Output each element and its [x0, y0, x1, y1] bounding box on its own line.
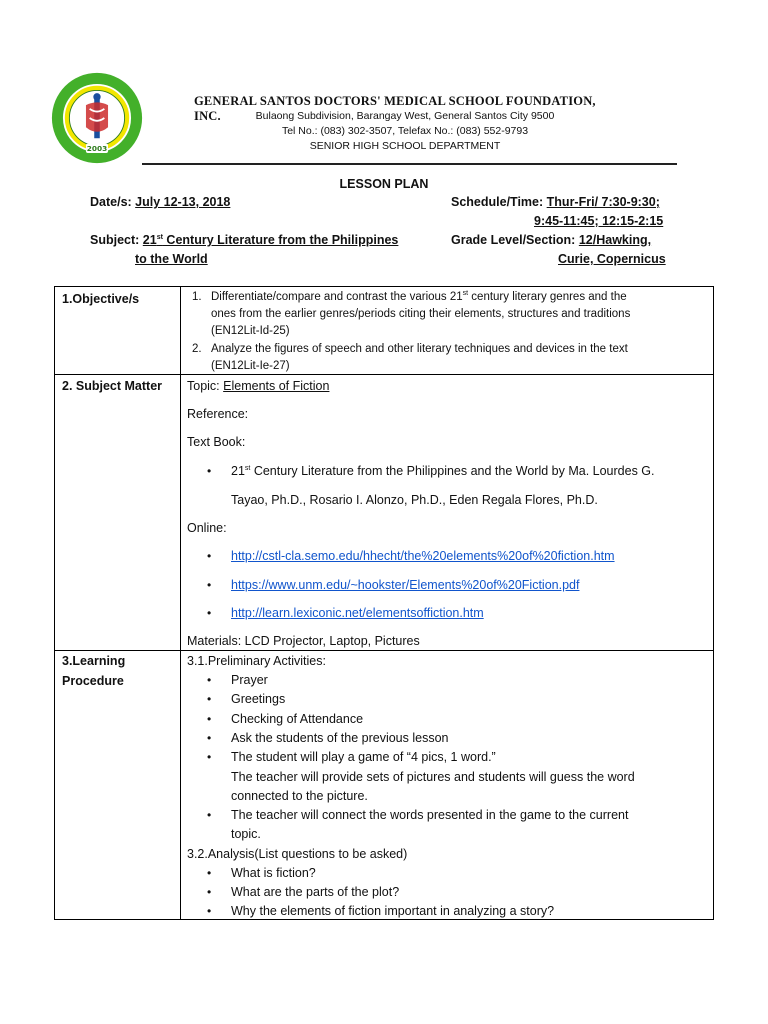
- book-citation-line1: [231, 462, 655, 481]
- date-field: [90, 195, 230, 209]
- book-sup: st: [244, 464, 251, 472]
- objective-item-2: [192, 341, 706, 375]
- subject-sup: st: [156, 233, 163, 241]
- grade-label: Grade Level/Section:: [451, 233, 576, 247]
- analysis-heading: 3.2.Analysis(List questions to be asked): [187, 847, 408, 861]
- objective-text: Analyze the figures of speech and other literary techniques and devices in the text: [211, 343, 628, 355]
- activity-item: The student will play a game of “4 pics, 1 word.”: [231, 750, 496, 764]
- grade-value-1: 12/Hawking,: [578, 233, 652, 247]
- schedule-label: Schedule/Time:: [451, 195, 544, 209]
- activity-detail: connected to the picture.: [231, 789, 368, 803]
- bullet: •: [207, 808, 212, 822]
- bullet: •: [207, 464, 212, 478]
- bullet: •: [207, 904, 212, 918]
- topic-label: Topic:: [187, 379, 224, 393]
- bullet: •: [207, 692, 212, 706]
- school-department: SENIOR HIGH SCHOOL DEPARTMENT: [309, 140, 501, 152]
- book-num: 21: [231, 464, 245, 478]
- grade-value-2: Curie, Copernicus: [558, 252, 666, 266]
- subject-field: [90, 233, 398, 247]
- bullet: •: [207, 712, 212, 726]
- objective-text: ones from the earlier genres/periods citing their elements, structures and traditions: [211, 308, 631, 320]
- subject-rest: Century Literature from the Philippines: [162, 233, 399, 247]
- objective-sup: st: [462, 290, 469, 298]
- schedule-field: [451, 195, 660, 209]
- row-label-subject-matter: 2. Subject Matter: [62, 379, 163, 393]
- bullet: •: [207, 549, 212, 563]
- book-text: Century Literature from the Philippines and the World by Ma. Lourdes G.: [250, 464, 655, 478]
- date-value: July 12-13, 2018: [135, 195, 231, 209]
- bullet: •: [207, 731, 212, 745]
- grade-field: [451, 233, 651, 247]
- reference-link-2[interactable]: https://www.unm.edu/~hookster/Elements%20of%20Fiction.pdf: [231, 578, 580, 592]
- reference-link-3[interactable]: http://learn.lexiconic.net/elementsoffiction.htm: [231, 606, 484, 620]
- materials-line: Materials: LCD Projector, Laptop, Pictures: [187, 634, 420, 648]
- activity-detail: The teacher will connect the words presented in the game to the current: [231, 808, 629, 822]
- topic-value: Elements of Fiction: [223, 379, 330, 393]
- subject-line2-wrap: [135, 252, 208, 266]
- header-divider: [142, 163, 677, 165]
- topic-line: [187, 377, 329, 396]
- reference-label: Reference:: [187, 407, 249, 421]
- reference-link-1[interactable]: http://cstl-cla.semo.edu/hhecht/the%20elements%20of%20fiction.htm: [231, 549, 615, 563]
- row-label-procedure: Procedure: [62, 674, 124, 688]
- date-label: Date/s:: [90, 195, 132, 209]
- book-citation-line2: Tayao, Ph.D., Rosario I. Alonzo, Ph.D., Eden Regala Flores, Ph.D.: [231, 493, 598, 507]
- bullet: •: [207, 866, 212, 880]
- bullet: •: [207, 750, 212, 764]
- row-label-objectives: 1.Objective/s: [62, 292, 140, 306]
- bullet: •: [207, 578, 212, 592]
- grade-value-2-line: [558, 252, 666, 266]
- activity-item: Prayer: [231, 673, 268, 687]
- bullet: •: [207, 885, 212, 899]
- school-name: GENERAL SANTOS DOCTORS' MEDICAL SCHOOL FOUNDATION, INC.: [194, 94, 596, 123]
- objective-code: (EN12Lit-Id-25): [211, 325, 290, 337]
- school-seal-logo: [51, 72, 143, 164]
- school-contact: Tel No.: (083) 302-3507, Telefax No.: (083) 552-9793: [281, 125, 529, 137]
- preliminary-heading: 3.1.Preliminary Activities:: [187, 654, 326, 668]
- objective-code: (EN12Lit-Ie-27): [211, 360, 290, 372]
- textbook-label: Text Book:: [187, 435, 246, 449]
- activity-detail: topic.: [231, 827, 261, 841]
- page-title: LESSON PLAN: [339, 177, 429, 191]
- bullet: •: [207, 606, 212, 620]
- schedule-value-1: Thur-Fri/ 7:30-9:30;: [546, 195, 660, 209]
- subject-num: 21: [142, 233, 157, 247]
- schedule-value-2: 9:45-11:45; 12:15-2:15: [534, 214, 664, 228]
- subject-label: Subject:: [90, 233, 140, 247]
- objective-text: Differentiate/compare and contrast the various 21: [211, 291, 463, 303]
- subject-line2: to the World: [135, 252, 208, 266]
- table-column-divider: [180, 286, 181, 920]
- activity-item: Checking of Attendance: [231, 712, 364, 726]
- online-label: Online:: [187, 521, 227, 535]
- activity-item: Ask the students of the previous lesson: [231, 731, 449, 745]
- analysis-question: Why the elements of fiction important in analyzing a story?: [231, 904, 555, 918]
- schedule-value-2-line: [534, 214, 663, 228]
- objective-item-1: [192, 289, 706, 340]
- bullet: •: [207, 673, 212, 687]
- objective-number: 2.: [192, 343, 202, 355]
- objective-number: 1.: [192, 291, 202, 303]
- analysis-question: What are the parts of the plot?: [231, 885, 400, 899]
- seal-year: 2003: [86, 144, 108, 154]
- row-label-learning: 3.Learning: [62, 654, 126, 668]
- objective-text: century literary genres and the: [468, 291, 627, 303]
- school-address: Bulaong Subdivision, Barangay West, General Santos City 9500: [255, 110, 555, 122]
- activity-item: Greetings: [231, 692, 286, 706]
- activity-detail: The teacher will provide sets of pictures and students will guess the word: [231, 770, 635, 784]
- analysis-question: What is fiction?: [231, 866, 316, 880]
